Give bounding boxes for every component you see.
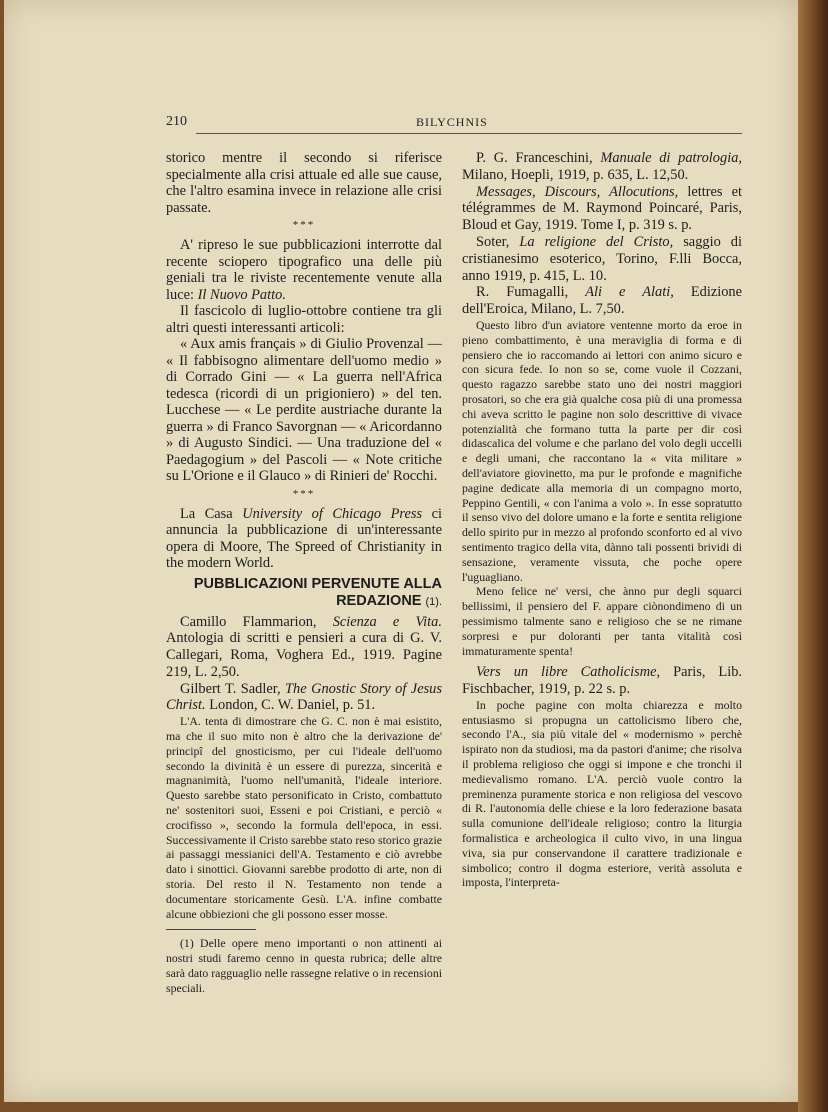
review-catholicisme: In poche pagine con molta chiarezza e molto entusiasmo si propugna un cattolicismo libero che, secondo l'A., sia più vitale del « modernismo » perchè ispirato non da studiosi, ma da pastori d'anime; che risolva il problema religioso che oggi si impone e che tronchi il medievalismo romano. L'A. perciò vuole contro la preminenza puramente storica e non religiosa del vescovo di R. l'autonomia delle chiese e la loro federazione basata sulla comunione dell'ideale religioso; contro la liturgia formalistica e archeologica il culto vivo, in una lingua viva, sia pur conservandone il carattere tradizionale e simbolico; contro il dogma esteriore, verità assoluta e imposta, l'interpreta- (462, 697, 742, 890)
paragraph-crisi: storico mentre il secondo si riferisce specialmente alla crisi attuale ed alle sue cause, che l'altro esamina invece in relazione alle crisi passate. (166, 150, 442, 216)
book-entry-soter: Soter, La religione del Cristo, saggio di cristianesimo esoterico, Torino, F.lli Bocca, anno 1919, p. 415, L. 10. (462, 233, 742, 284)
running-header (166, 112, 742, 138)
paragraph-chicago: La Casa University of Chicago Press ci annuncia la pubblicazione di un'interessante opera di Moore, The Spreed of Christianity in the modern World. (166, 505, 442, 571)
right-column (462, 150, 742, 890)
running-title: BILYCHNIS (416, 115, 488, 129)
book-entry-catholicisme: Vers un libre Catholicisme, Paris, Lib. Fischbacher, 1919, p. 22 s. p. (462, 664, 742, 698)
section-separator: *** (292, 487, 316, 500)
book-entry-flammarion: Camillo Flammarion, Scienza e Vita. Antologia di scritti e pensieri a cura di G. V. Callegari, Roma, Voghera Ed., 1919. Pagine 219, L. 2,50. (166, 613, 442, 680)
paragraph-articoli: « Aux amis français » di Giulio Provenzal — « Il fabbisogno alimentare dell'uomo medio » di Corrado Gini — « La guerra nell'Africa tedesca (ricordi di un prigioniero) » del ten. Lucchese — « Le perdite austriache durante la guerra » di Franco Savorgnan — « Aricordanno » di Augusto Sindici. — Una traduzione del « Paedagogium » del Pascoli — « Note critiche su L'Orione e il Glauco » di Rinieri de' Rocchi. (166, 336, 442, 484)
left-column (166, 150, 442, 996)
book-spine (798, 0, 828, 1112)
page-number: 210 (166, 114, 187, 129)
review-fumagalli: Questo libro d'un aviatore ventenne morto da eroe in pieno combattimento, è una meraviglia di forma e di pensiero che io raccomando ai lettori con animo sicuro e con sicura fede. Io non so se, come vuole il Cozzani, questo ragazzo sarebbe stato uno dei nostri maggiori prosatori, so che era già qualche cosa più di una promessa chi aveva scritto le pagine non solo descrittive di vivace potenzialità che formano tutta la parte per dir così didascalica del volume e che parlano del volo degli uccelli e degli umani, che raccontano la « vita militare » dell'aviatore giovinetto, ma pur le profonde e magnifiche pagine dedicate alla memoria di un compagno morto, Peppino Gentili, « con l'anima a volo ». In esse sopratutto il senso vivo del dolore umano e la forte e sentita religione dello spirito pur in mezzo al profondo sconforto ed al vivo sentimento tragico della vita, dànno tali possenti brividi di sensazione, veramente vissuta, che poche opere l'uguagliano. (462, 317, 742, 584)
journal-title: Il Nuovo Patto. (197, 286, 286, 303)
header-rule (196, 133, 742, 134)
book-entry-franceschini: P. G. Franceschini, Manuale di patrologia, Milano, Hoepli, 1919, p. 635, L. 12,50. (462, 150, 742, 183)
review-fumagalli-versi: Meno felice ne' versi, che ànno pur degli squarci bellissimi, il pensiero del F. appare ciònondimeno di un pessimismo talmente sano e religioso che se ne rimane sorpresi e pur doloranti per tanta vitalità così immaturamente spenta! (462, 584, 742, 658)
section-separator: *** (292, 219, 316, 231)
footnote: (1) Delle opere meno importanti o non attinenti ai nostri studi faremo cenno in questa rubrica; delle altre sarà dato ragguaglio nelle rassegne relative o in recensioni speciali. (166, 936, 442, 995)
review-sadler: L'A. tenta di dimostrare che G. C. non è mai esistito, ma che il suo mito non è altro che la derivazione de' principî del gnosticismo, per cui l'ideale dell'uomo secondo la divinità è un essere di purezza, sincerità e magnanimità, l'uomo nell'umanità, l'ideale interiore. Questo sarebbe stato personificato in Cristo, combattuto ne' sostenitori suoi, Esseni e poi Cristiani, e perciò « crocifisso », secondo la formula dell'epoca, in essi. Successivamente il Cristo sarebbe stato reso storico grazie ai passaggi messianici dell'A. Testamento e ciò avrebbe dato i sinottici. Giovanni sarebbe prodotto di arte, non di storia. Del resto il N. Testamento non tende a documentare storicamente Gesù. L'A. infine combatte alcune obbiezioni che gli possono esser mosse. (166, 714, 442, 921)
book-entry-sadler: Gilbert T. Sadler, The Gnostic Story of Jesus Christ. London, C. W. Daniel, p. 51. (166, 680, 442, 714)
book-entry-poincare: Messages, Discours, Allocutions, lettres et télégrammes de M. Raymond Poincaré, Paris, Bloud et Gay, 1919. Tome I, p. 319 s. p. (462, 183, 742, 234)
footnote-rule (166, 929, 256, 930)
paragraph-fascicolo: Il fascicolo di luglio-ottobre contiene tra gli altri questi interessanti articoli: (166, 303, 442, 336)
book-entry-fumagalli: R. Fumagalli, Ali e Alati, Edizione dell'Eroica, Milano, L. 7,50. (462, 284, 742, 318)
section-heading: PUBBLICAZIONI PERVENUTE ALLA REDAZIONE (1). (193, 575, 442, 609)
paragraph-nuovo-patto: A' ripreso le sue pubblicazioni interrotte dal recente sciopero tipografico una delle più geniali tra le riviste recentemente venute alla luce: Il Nuovo Patto. (166, 237, 442, 303)
